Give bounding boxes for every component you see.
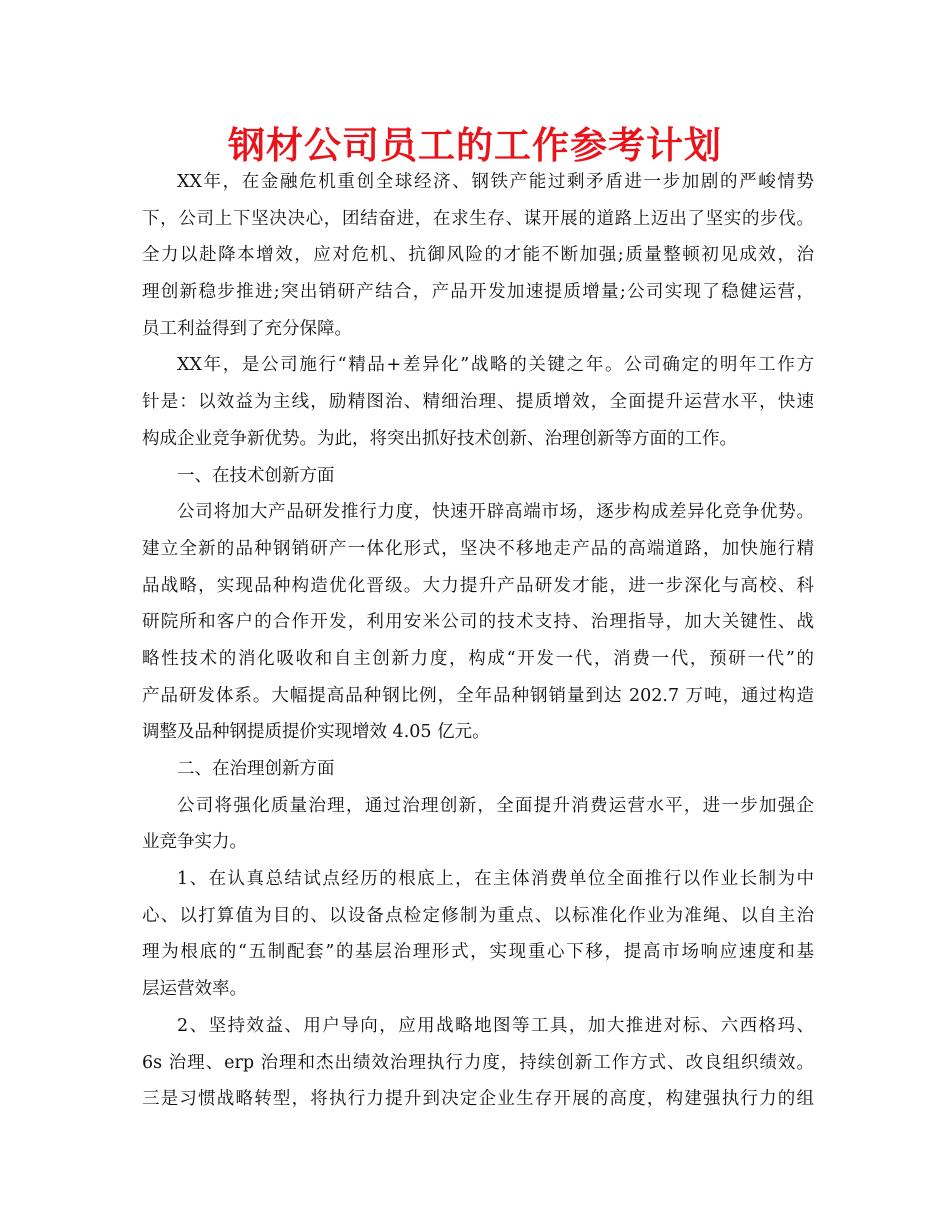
text-line: 6s 治理、erp 治理和杰出绩效治理执行力度，持续创新工作方式、改良组织绩效。 [142,1052,814,1073]
text-line: 理为根底的“五制配套”的基层治理形式，实现重心下移，提高市场响应速度和基 [142,942,814,963]
text-line: 公司将加大产品研发推行力度，快速开辟高端市场，逐步构成差异化竞争优势。 [177,502,814,523]
text-line: XX年，在金融危机重创全球经济、钢铁产能过剩矛盾进一步加剧的严峻情势 [177,172,814,192]
text-line: 一、在技术创新方面 [177,465,335,486]
document-body [142,164,814,1118]
document-title: 钢材公司员工的工作参考计划 [228,124,722,167]
text-line: 理创新稳步推进;突出销研产结合，产品开发加速提质增量;公司实现了稳健运营， [142,282,814,303]
text-line: 全力以赴降本增效，应对危机、抗御风险的才能不断加强;质量整顿初见成效，治 [142,245,814,266]
text-line: 2、坚持效益、用户导向，应用战略地图等工具，加大推进对标、六西格玛、 [177,1015,814,1036]
text-line: 略性技术的消化吸收和自主创新力度，构成“开发一代，消费一代，预研一代”的 [142,648,814,669]
text-line: 公司将强化质量治理，通过治理创新，全面提升消费运营水平，进一步加强企 [177,795,814,816]
text-line: 心、以打算值为目的、以设备点检定修制为重点、以标准化作业为准绳、以自主治 [142,905,814,926]
text-line: 三是习惯战略转型，将执行力提升到决定企业生存开展的高度，构建强执行力的组 [142,1089,814,1110]
text-line: 研院所和客户的合作开发，利用安米公司的技术支持、治理指导，加大关键性、战 [142,612,814,633]
text-line: 品战略，实现品种构造优化晋级。大力提升产品研发才能，进一步深化与高校、科 [142,575,814,596]
text-line: 产品研发体系。大幅提高品种钢比例，全年品种钢销量到达 202.7 万吨，通过构造 [142,685,814,706]
text-line: 业竞争实力。 [142,832,247,853]
text-line: 下，公司上下坚决决心，团结奋进，在求生存、谋开展的道路上迈出了坚实的步伐。 [142,208,814,229]
text-line: XX年，是公司施行“精品+差异化”战略的关键之年。公司确定的明年工作方 [177,355,814,376]
text-line: 调整及品种钢提质提价实现增效 4.05 亿元。 [142,722,490,743]
text-line: 二、在治理创新方面 [177,759,335,779]
text-line: 1、在认真总结试点经历的根底上，在主体消费单位全面推行以作业长制为中 [177,869,814,890]
text-line: 员工利益得到了充分保障。 [142,318,352,339]
text-line: 针是：以效益为主线，励精图治、精细治理、提质增效，全面提升运营水平，快速 [142,392,814,413]
text-line: 建立全新的品种钢销研产一体化形式，坚决不移地走产品的高端道路，加快施行精 [142,538,814,559]
text-line: 构成企业竞争新优势。为此，将突出抓好技术创新、治理创新等方面的工作。 [142,428,737,449]
text-line: 层运营效率。 [142,979,247,1000]
